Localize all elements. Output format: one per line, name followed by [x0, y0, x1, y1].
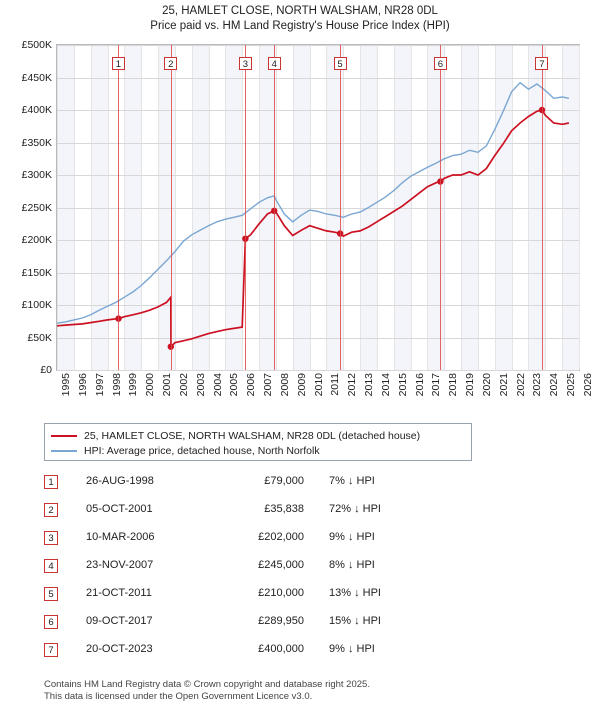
- y-axis-tick-label: £50K: [27, 331, 52, 344]
- x-axis-tick-label: 2002: [177, 373, 190, 397]
- row-price: £210,000: [258, 587, 304, 599]
- title-line-1: 25, HAMLET CLOSE, NORTH WALSHAM, NR28 0DL: [162, 5, 438, 17]
- x-axis-tick-label: 2001: [161, 373, 174, 397]
- y-axis-tick-label: £200K: [21, 234, 52, 246]
- legend-color-swatch: [51, 450, 77, 452]
- table-row: [44, 554, 474, 582]
- page-title: [0, 4, 600, 34]
- legend-item: [51, 444, 465, 458]
- gridline-vertical: [579, 45, 580, 370]
- row-date: 23-NOV-2007: [86, 559, 154, 571]
- y-axis-tick-label: £250K: [21, 201, 52, 214]
- x-axis-tick-label: 2010: [312, 373, 325, 397]
- transaction-marker-line: [274, 45, 275, 370]
- x-axis-tick-label: 2026: [582, 373, 594, 397]
- row-index-badge: 2: [44, 503, 58, 517]
- transaction-index-badge: 5: [334, 57, 347, 70]
- x-axis-tick-label: 2016: [413, 373, 426, 397]
- row-index-badge: 7: [44, 643, 58, 657]
- row-price: £79,000: [264, 475, 304, 487]
- footer-line-1: Contains HM Land Registry data © Crown copyright and database right 2025.: [44, 679, 370, 690]
- footer-line-2: This data is licensed under the Open Government Licence v3.0.: [44, 691, 313, 702]
- row-index-badge: 1: [44, 475, 58, 489]
- row-hpi-delta: 9% ↓ HPI: [329, 531, 375, 543]
- y-axis-tick-label: £400K: [21, 104, 52, 116]
- y-axis-tick-label: £150K: [21, 266, 52, 279]
- x-axis-tick-label: 1997: [93, 373, 106, 397]
- y-axis-labels: [0, 39, 52, 376]
- row-hpi-delta: 15% ↓ HPI: [329, 615, 381, 627]
- row-hpi-delta: 8% ↓ HPI: [329, 559, 375, 571]
- x-axis-tick-label: 1999: [127, 373, 140, 397]
- table-row: [44, 582, 474, 610]
- x-axis-tick-label: 2000: [144, 373, 157, 397]
- y-axis-tick-label: £450K: [21, 71, 52, 84]
- table-row: [44, 470, 474, 498]
- x-axis-tick-label: 2022: [514, 373, 527, 397]
- x-axis-tick-label: 2020: [480, 373, 493, 397]
- row-price: £400,000: [258, 643, 304, 655]
- x-axis-tick-label: 2019: [464, 373, 477, 397]
- row-price: £35,838: [264, 503, 304, 515]
- x-axis-labels: [56, 373, 594, 413]
- transactions-table: [44, 470, 474, 666]
- transaction-marker-line: [118, 45, 119, 370]
- row-date: 26-AUG-1998: [86, 475, 154, 487]
- y-axis-tick-label: £350K: [21, 136, 52, 149]
- x-axis-tick-label: 2018: [447, 373, 460, 397]
- x-axis-tick-label: 2006: [245, 373, 258, 397]
- table-row: [44, 526, 474, 554]
- transaction-index-badge: 2: [164, 57, 177, 70]
- row-index-badge: 3: [44, 531, 58, 545]
- plot-region: [56, 44, 580, 371]
- x-axis-tick-label: 1998: [110, 373, 123, 397]
- table-row: [44, 638, 474, 666]
- row-index-badge: 4: [44, 559, 58, 573]
- row-index-badge: 5: [44, 587, 58, 601]
- row-price: £245,000: [258, 559, 304, 571]
- transaction-marker-line: [542, 45, 543, 370]
- gridline-horizontal: [57, 370, 579, 371]
- x-axis-tick-label: 2014: [379, 373, 392, 397]
- transaction-marker-line: [245, 45, 246, 370]
- price-series-svg: [57, 45, 579, 370]
- table-row: [44, 498, 474, 526]
- x-axis-tick-label: 2025: [565, 373, 578, 397]
- footer: [44, 679, 564, 703]
- transaction-marker-line: [340, 45, 341, 370]
- row-date: 09-OCT-2017: [86, 615, 153, 627]
- table-row: [44, 610, 474, 638]
- row-price: £202,000: [258, 531, 304, 543]
- x-axis-tick-label: 2021: [497, 373, 510, 397]
- x-axis-tick-label: 2007: [262, 373, 275, 397]
- row-date: 21-OCT-2011: [86, 587, 152, 599]
- x-axis-tick-label: 2012: [346, 373, 359, 397]
- row-price: £289,950: [258, 615, 304, 627]
- x-axis-tick-label: 2009: [295, 373, 308, 397]
- legend-label: 25, HAMLET CLOSE, NORTH WALSHAM, NR28 0DL (detached house): [84, 430, 421, 442]
- x-axis-tick-label: 1996: [76, 373, 89, 397]
- row-hpi-delta: 9% ↓ HPI: [329, 643, 375, 655]
- x-axis-tick-label: 2017: [430, 373, 443, 397]
- y-axis-tick-label: £100K: [21, 299, 52, 311]
- y-axis-tick-label: £0: [40, 364, 52, 376]
- x-axis-tick-label: 2023: [531, 373, 544, 397]
- x-axis-tick-label: 2015: [396, 373, 409, 397]
- title-line-2: Price paid vs. HM Land Registry's House Price Index (HPI): [150, 20, 450, 32]
- legend-color-swatch: [51, 435, 77, 437]
- row-date: 05-OCT-2001: [86, 503, 153, 515]
- row-index-badge: 6: [44, 615, 58, 629]
- row-hpi-delta: 7% ↓ HPI: [329, 475, 375, 487]
- x-axis-tick-label: 2005: [228, 373, 241, 397]
- chart-legend: [44, 423, 472, 461]
- chart-area: [56, 44, 580, 371]
- x-axis-tick-label: 1995: [60, 373, 72, 397]
- transaction-marker-line: [440, 45, 441, 370]
- legend-item: [51, 429, 465, 443]
- x-axis-tick-label: 2003: [194, 373, 207, 397]
- transaction-index-badge: 3: [239, 57, 252, 70]
- transaction-index-badge: 6: [434, 57, 447, 70]
- transaction-marker-line: [171, 45, 172, 370]
- x-axis-tick-label: 2013: [363, 373, 376, 397]
- transaction-index-badge: 7: [535, 57, 548, 70]
- legend-label: HPI: Average price, detached house, North Norfolk: [84, 445, 320, 457]
- series-line: [57, 110, 569, 347]
- x-axis-tick-label: 2024: [548, 373, 561, 397]
- row-hpi-delta: 13% ↓ HPI: [329, 587, 381, 599]
- row-hpi-delta: 72% ↓ HPI: [329, 503, 381, 515]
- row-date: 20-OCT-2023: [86, 643, 153, 655]
- row-date: 10-MAR-2006: [86, 531, 155, 543]
- x-axis-tick-label: 2004: [211, 373, 224, 397]
- x-axis-tick-label: 2011: [329, 373, 342, 396]
- transaction-index-badge: 4: [268, 57, 281, 70]
- transaction-index-badge: 1: [112, 57, 125, 70]
- x-axis-tick-label: 2008: [278, 373, 291, 397]
- y-axis-tick-label: £300K: [21, 169, 52, 181]
- y-axis-tick-label: £500K: [21, 39, 52, 51]
- series-line: [57, 83, 569, 324]
